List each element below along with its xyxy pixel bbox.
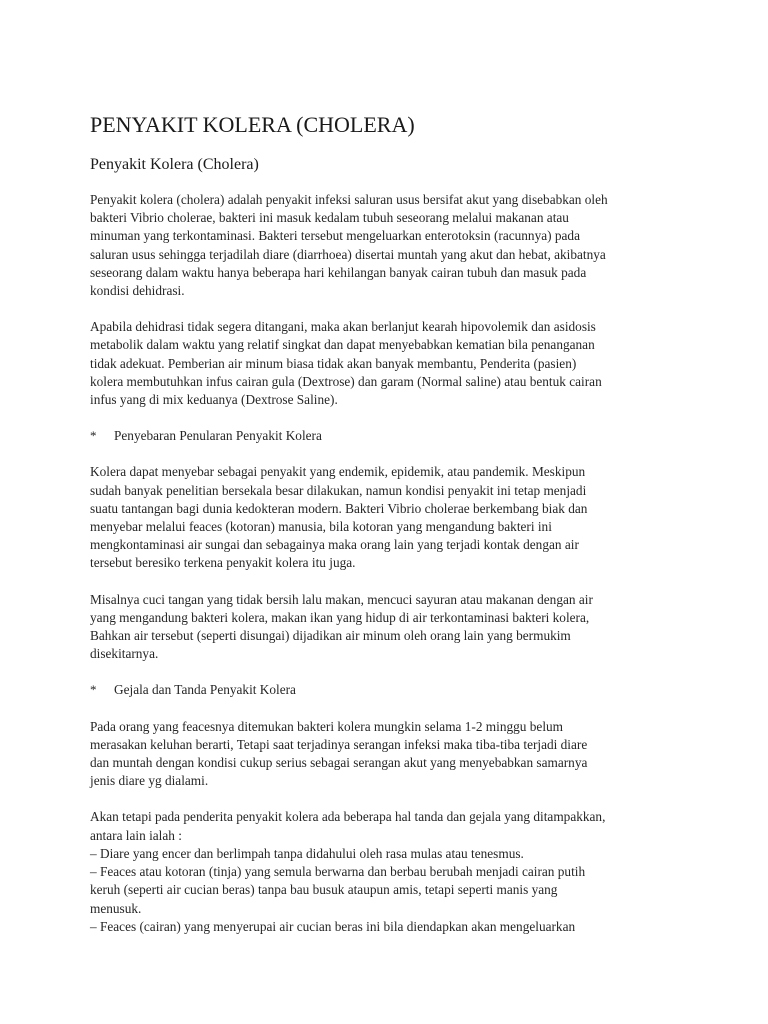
bullet-star-icon: * (90, 428, 97, 444)
bullet-star-icon: * (90, 682, 97, 698)
section-heading-label: Gejala dan Tanda Penyakit Kolera (114, 682, 296, 698)
paragraph-examples: Misalnya cuci tangan yang tidak bersih lalu makan, mencuci sayuran atau makanan dengan air yang mengandung bakteri kolera, makan ikan yang hidup di air terkontaminasi bakteri kolera, Bahkan air tersebut (seperti disungai) dijadikan air minum oleh orang lain yang bermukim disekitarnya. (90, 591, 593, 662)
paragraph-signs-list: Akan tetapi pada penderita penyakit kolera ada beberapa hal tanda dan gejala yang ditampakkan, antara lain ialah : – Diare yang encer dan berlimpah tanpa didahului oleh rasa mulas atau tenesmus. – Feaces atau kotoran (tinja) yang semula berwarna dan berbau berubah menjadi cairan putih keruh (seperti air cucian beras) tanpa bau busuk ataupun amis, tetapi seperti manis yang menusuk. – Feaces (cairan) yang menyerupai air cucian beras ini bila diendapkan akan mengeluarkan (90, 809, 606, 934)
document-title: PENYAKIT KOLERA (CHOLERA) (90, 112, 415, 137)
section-heading-symptoms (90, 681, 690, 699)
paragraph-dehydration: Apabila dehidrasi tidak segera ditangani, maka akan berlanjut kearah hipovolemik dan asidosis metabolik dalam waktu yang relatif singkat dan dapat menyebabkan kematian bila penanganan tidak adekuat. Pemberian air minum biasa tidak akan banyak membantu, Penderita (pasien) kolera membutuhkan infus cairan gula (Dextrose) dan garam (Normal saline) atau bentuk cairan infus yang di mix keduanya (Dextrose Saline). (90, 319, 602, 408)
section-heading-label: Penyebaran Penularan Penyakit Kolera (114, 428, 322, 444)
section-heading-spread (90, 427, 690, 445)
document-page (90, 108, 690, 936)
paragraph-spread: Kolera dapat menyebar sebagai penyakit yang endemik, epidemik, atau pandemik. Meskipun sudah banyak penelitian bersekala besar dilakukan, namun kondisi penyakit ini tetap menjadi suatu tantangan bagi dunia kedokteran modern. Bakteri Vibrio cholerae berkembang biak dan menyebar melalui feaces (kotoran) manusia, bila kotoran yang mengandung bakteri ini mengkontaminasi air sungai dan sebagainya maka orang lain yang terjadi kontak dengan air tersebut beresiko terkena penyakit kolera itu juga. (90, 464, 588, 571)
paragraph-incubation: Pada orang yang feacesnya ditemukan bakteri kolera mungkin selama 1-2 minggu belum merasakan keluhan berarti, Tetapi saat terjadinya serangan infeksi maka tiba-tiba terjadi diare dan muntah dengan kondisi cukup serius sebagai serangan akut yang menyebabkan samarnya jenis diare yg dialami. (90, 718, 588, 789)
paragraph-definition: Penyakit kolera (cholera) adalah penyakit infeksi saluran usus bersifat akut yang disebabkan oleh bakteri Vibrio cholerae, bakteri ini masuk kedalam tubuh seseorang melalui makanan atau minuman yang terkontaminasi. Bakteri tersebut mengeluarkan enterotoksin (racunnya) pada saluran usus sehingga terjadilah diare (diarrhoea) disertai muntah yang akut dan hebat, akibatnya seseorang dalam waktu hanya beberapa hari kehilangan banyak cairan tubuh dan masuk pada kondisi dehidrasi. (90, 192, 608, 299)
document-subtitle: Penyakit Kolera (Cholera) (90, 156, 259, 173)
